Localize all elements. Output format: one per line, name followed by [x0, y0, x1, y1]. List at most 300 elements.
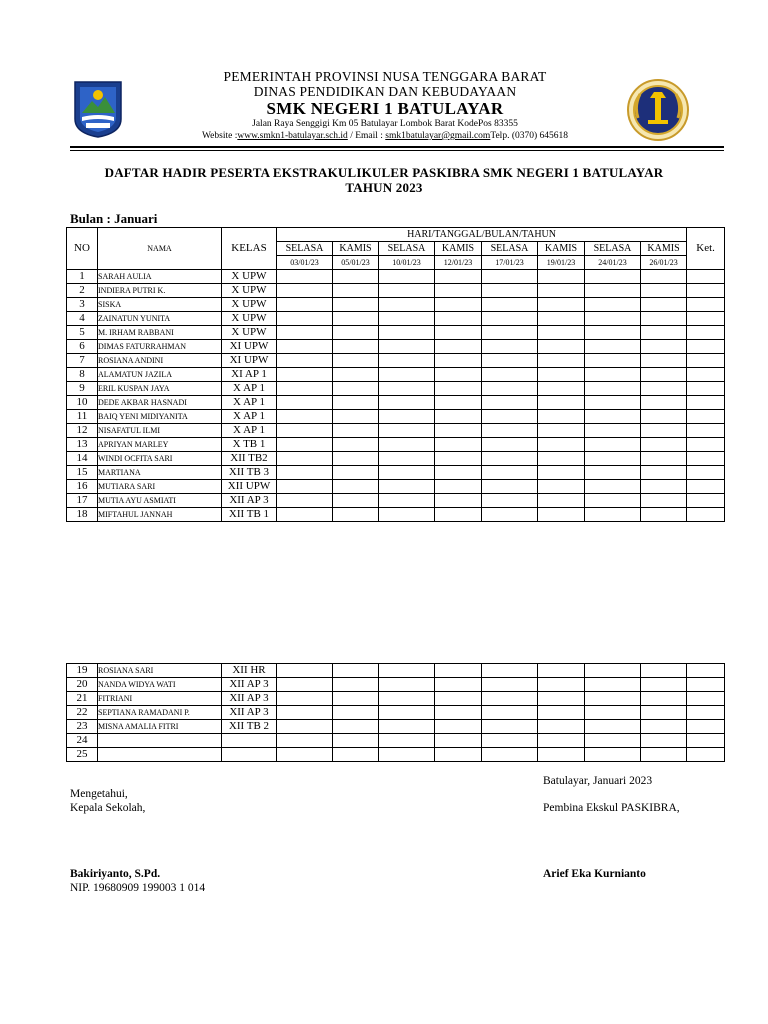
attendance-cell[interactable] — [333, 270, 379, 284]
header-department: DINAS PENDIDIKAN DAN KEBUDAYAAN — [253, 84, 517, 99]
attendance-cell[interactable] — [641, 340, 687, 354]
attendance-cell[interactable] — [435, 326, 482, 340]
attendance-cell[interactable] — [641, 438, 687, 452]
attendance-cell[interactable] — [277, 326, 333, 340]
attendance-cell[interactable] — [277, 692, 333, 706]
attendance-cell[interactable] — [435, 480, 482, 494]
attendance-cell[interactable] — [333, 396, 379, 410]
attendance-cell[interactable] — [379, 452, 435, 466]
attendance-cell[interactable] — [585, 368, 641, 382]
attendance-cell[interactable] — [379, 466, 435, 480]
day-header: SELASA — [379, 242, 435, 256]
table-row — [67, 424, 725, 438]
ket-cell[interactable] — [687, 734, 725, 748]
row-no: 22 — [67, 706, 98, 720]
attendance-cell[interactable] — [333, 298, 379, 312]
row-nama: ROSIANA ANDINI — [98, 354, 222, 368]
row-kelas: X AP 1 — [222, 396, 277, 410]
ket-cell[interactable] — [687, 664, 725, 678]
row-nama: WINDI OCFITA SARI — [98, 452, 222, 466]
attendance-cell[interactable] — [482, 494, 538, 508]
ket-cell[interactable] — [687, 298, 725, 312]
attendance-cell[interactable] — [277, 734, 333, 748]
attendance-cell[interactable] — [538, 678, 585, 692]
attendance-cell[interactable] — [379, 382, 435, 396]
ket-cell[interactable] — [687, 480, 725, 494]
attendance-cell[interactable] — [538, 508, 585, 522]
attendance-cell[interactable] — [333, 494, 379, 508]
ket-cell[interactable] — [687, 452, 725, 466]
website-link[interactable]: www.smkn1-batulayar.sch.id — [237, 131, 348, 141]
attendance-cell[interactable] — [641, 326, 687, 340]
attendance-cell[interactable] — [333, 326, 379, 340]
attendance-cell[interactable] — [277, 410, 333, 424]
document-year: TAHUN 2023 — [345, 180, 423, 195]
attendance-cell[interactable] — [641, 424, 687, 438]
attendance-cell[interactable] — [585, 720, 641, 734]
attendance-cell[interactable] — [482, 326, 538, 340]
attendance-cell[interactable] — [379, 424, 435, 438]
attendance-cell[interactable] — [333, 354, 379, 368]
attendance-cell[interactable] — [585, 354, 641, 368]
attendance-cell[interactable] — [585, 410, 641, 424]
ket-cell[interactable] — [687, 382, 725, 396]
attendance-cell[interactable] — [538, 466, 585, 480]
attendance-cell[interactable] — [641, 748, 687, 762]
attendance-cell[interactable] — [482, 466, 538, 480]
attendance-cell[interactable] — [585, 508, 641, 522]
attendance-cell[interactable] — [435, 748, 482, 762]
email-link[interactable]: smk1batulayar@gmail.com — [385, 131, 491, 141]
date-header: 10/01/23 — [379, 256, 435, 270]
attendance-cell[interactable] — [482, 298, 538, 312]
row-kelas: X UPW — [222, 326, 277, 340]
day-header: KAMIS — [538, 242, 585, 256]
row-nama: MIFTAHUL JANNAH — [98, 508, 222, 522]
attendance-cell[interactable] — [641, 284, 687, 298]
attendance-cell[interactable] — [379, 326, 435, 340]
attendance-cell[interactable] — [435, 382, 482, 396]
attendance-cell[interactable] — [641, 368, 687, 382]
attendance-cell[interactable] — [641, 734, 687, 748]
ket-cell[interactable] — [687, 678, 725, 692]
coach-name: Arief Eka Kurnianto — [543, 868, 646, 880]
attendance-cell[interactable] — [641, 396, 687, 410]
row-no: 13 — [67, 438, 98, 452]
attendance-cell[interactable] — [538, 424, 585, 438]
attendance-cell[interactable] — [333, 664, 379, 678]
principal-nip: NIP. 19680909 199003 1 014 — [70, 882, 206, 894]
attendance-cell[interactable] — [538, 326, 585, 340]
attendance-cell[interactable] — [538, 720, 585, 734]
row-kelas: X AP 1 — [222, 382, 277, 396]
attendance-cell[interactable] — [538, 706, 585, 720]
row-no: 1 — [67, 270, 98, 284]
header-divider-thick — [70, 146, 724, 148]
header-divider-thin — [70, 150, 724, 151]
attendance-cell[interactable] — [641, 298, 687, 312]
attendance-cell[interactable] — [277, 678, 333, 692]
attendance-cell[interactable] — [277, 340, 333, 354]
attendance-cell[interactable] — [641, 664, 687, 678]
attendance-cell[interactable] — [585, 678, 641, 692]
row-nama: SARAH AULIA — [98, 270, 222, 284]
row-kelas: XI AP 1 — [222, 368, 277, 382]
attendance-cell[interactable] — [379, 340, 435, 354]
attendance-cell[interactable] — [538, 284, 585, 298]
attendance-cell[interactable] — [333, 438, 379, 452]
attendance-cell[interactable] — [538, 340, 585, 354]
row-no: 10 — [67, 396, 98, 410]
attendance-cell[interactable] — [435, 678, 482, 692]
row-kelas: X TB 1 — [222, 438, 277, 452]
header-kelas: KELAS — [222, 228, 277, 270]
attendance-cell[interactable] — [379, 480, 435, 494]
attendance-cell[interactable] — [333, 368, 379, 382]
attendance-cell[interactable] — [333, 452, 379, 466]
attendance-cell[interactable] — [435, 452, 482, 466]
attendance-cell[interactable] — [641, 452, 687, 466]
attendance-cell[interactable] — [585, 382, 641, 396]
attendance-cell[interactable] — [482, 734, 538, 748]
attendance-cell[interactable] — [482, 354, 538, 368]
attendance-cell[interactable] — [435, 340, 482, 354]
attendance-cell[interactable] — [585, 748, 641, 762]
attendance-cell[interactable] — [482, 720, 538, 734]
attendance-cell[interactable] — [277, 466, 333, 480]
row-kelas: XII UPW — [222, 480, 277, 494]
attendance-cell[interactable] — [435, 438, 482, 452]
row-no: 17 — [67, 494, 98, 508]
row-kelas: XII AP 3 — [222, 678, 277, 692]
attendance-cell[interactable] — [379, 354, 435, 368]
table-row — [67, 326, 725, 340]
row-nama: MARTIANA — [98, 466, 222, 480]
phone-text: Telp. (0370) 645618 — [490, 131, 569, 141]
ket-cell[interactable] — [687, 424, 725, 438]
attendance-cell[interactable] — [482, 424, 538, 438]
attendance-cell[interactable] — [333, 382, 379, 396]
header-hari-tanggal: HARI/TANGGAL/BULAN/TAHUN — [277, 228, 687, 242]
attendance-cell[interactable] — [482, 480, 538, 494]
attendance-cell[interactable] — [538, 368, 585, 382]
attendance-cell[interactable] — [435, 354, 482, 368]
attendance-cell[interactable] — [435, 396, 482, 410]
attendance-cell[interactable] — [641, 466, 687, 480]
row-kelas: X UPW — [222, 270, 277, 284]
attendance-cell[interactable] — [277, 720, 333, 734]
attendance-table — [66, 227, 725, 522]
attendance-cell[interactable] — [333, 508, 379, 522]
attendance-cell[interactable] — [435, 368, 482, 382]
attendance-cell[interactable] — [277, 424, 333, 438]
row-nama: SEPTIANA RAMADANI P. — [98, 706, 222, 720]
table-row — [67, 298, 725, 312]
day-header: KAMIS — [641, 242, 687, 256]
attendance-cell[interactable] — [482, 312, 538, 326]
attendance-cell[interactable] — [277, 452, 333, 466]
attendance-cell[interactable] — [585, 438, 641, 452]
attendance-cell[interactable] — [379, 748, 435, 762]
attendance-cell[interactable] — [333, 748, 379, 762]
attendance-cell[interactable] — [277, 438, 333, 452]
attendance-cell[interactable] — [435, 494, 482, 508]
header-no: NO — [67, 228, 98, 270]
attendance-cell[interactable] — [435, 410, 482, 424]
attendance-cell[interactable] — [585, 480, 641, 494]
attendance-cell[interactable] — [585, 692, 641, 706]
attendance-cell[interactable] — [538, 354, 585, 368]
ket-cell[interactable] — [687, 438, 725, 452]
attendance-cell[interactable] — [277, 354, 333, 368]
school-name: SMK NEGERI 1 BATULAYAR — [266, 99, 504, 118]
ket-cell[interactable] — [687, 720, 725, 734]
attendance-cell[interactable] — [379, 692, 435, 706]
attendance-cell[interactable] — [641, 678, 687, 692]
attendance-cell[interactable] — [585, 298, 641, 312]
ket-cell[interactable] — [687, 368, 725, 382]
attendance-cell[interactable] — [538, 382, 585, 396]
row-no: 2 — [67, 284, 98, 298]
ket-cell[interactable] — [687, 508, 725, 522]
ket-cell[interactable] — [687, 396, 725, 410]
attendance-cell[interactable] — [585, 270, 641, 284]
attendance-cell[interactable] — [538, 748, 585, 762]
row-no: 24 — [67, 734, 98, 748]
attendance-cell[interactable] — [538, 664, 585, 678]
attendance-cell[interactable] — [538, 438, 585, 452]
attendance-cell[interactable] — [482, 748, 538, 762]
attendance-cell[interactable] — [585, 664, 641, 678]
row-nama — [98, 748, 222, 762]
attendance-cell[interactable] — [641, 410, 687, 424]
attendance-cell[interactable] — [641, 312, 687, 326]
attendance-cell[interactable] — [641, 480, 687, 494]
website-label: Website : — [201, 131, 238, 141]
attendance-cell[interactable] — [435, 664, 482, 678]
row-nama — [98, 734, 222, 748]
row-nama: SISKA — [98, 298, 222, 312]
attendance-cell[interactable] — [482, 678, 538, 692]
attendance-cell[interactable] — [435, 270, 482, 284]
day-header: KAMIS — [435, 242, 482, 256]
attendance-cell[interactable] — [379, 298, 435, 312]
attendance-cell[interactable] — [435, 298, 482, 312]
attendance-cell[interactable] — [277, 284, 333, 298]
attendance-cell[interactable] — [482, 692, 538, 706]
attendance-cell[interactable] — [585, 706, 641, 720]
attendance-cell[interactable] — [277, 270, 333, 284]
row-nama: DIMAS FATURRAHMAN — [98, 340, 222, 354]
attendance-cell[interactable] — [277, 748, 333, 762]
attendance-cell[interactable] — [482, 664, 538, 678]
attendance-cell[interactable] — [435, 508, 482, 522]
attendance-cell[interactable] — [435, 720, 482, 734]
place-date: Batulayar, Januari 2023 — [543, 775, 653, 787]
attendance-cell[interactable] — [585, 734, 641, 748]
attendance-cell[interactable] — [333, 410, 379, 424]
attendance-cell[interactable] — [482, 284, 538, 298]
attendance-cell[interactable] — [435, 424, 482, 438]
attendance-cell[interactable] — [277, 480, 333, 494]
attendance-cell[interactable] — [379, 284, 435, 298]
row-no: 21 — [67, 692, 98, 706]
attendance-rows-bottom — [67, 664, 725, 762]
row-kelas: XI UPW — [222, 354, 277, 368]
attendance-cell[interactable] — [333, 706, 379, 720]
attendance-cell[interactable] — [435, 284, 482, 298]
attendance-cell[interactable] — [482, 508, 538, 522]
attendance-cell[interactable] — [379, 508, 435, 522]
attendance-cell[interactable] — [641, 270, 687, 284]
ket-cell[interactable] — [687, 706, 725, 720]
school-emblem-icon — [626, 78, 690, 142]
attendance-cell[interactable] — [641, 508, 687, 522]
ket-cell[interactable] — [687, 466, 725, 480]
attendance-cell[interactable] — [538, 480, 585, 494]
attendance-cell[interactable] — [435, 466, 482, 480]
date-header: 24/01/23 — [585, 256, 641, 270]
attendance-cell[interactable] — [538, 270, 585, 284]
attendance-cell[interactable] — [585, 340, 641, 354]
attendance-cell[interactable] — [379, 270, 435, 284]
attendance-cell[interactable] — [379, 734, 435, 748]
attendance-cell[interactable] — [585, 284, 641, 298]
attendance-cell[interactable] — [277, 368, 333, 382]
table-row — [67, 340, 725, 354]
attendance-cell[interactable] — [585, 466, 641, 480]
attendance-cell[interactable] — [538, 312, 585, 326]
attendance-cell[interactable] — [585, 326, 641, 340]
attendance-cell[interactable] — [379, 312, 435, 326]
attendance-cell[interactable] — [482, 452, 538, 466]
ket-cell[interactable] — [687, 270, 725, 284]
attendance-cell[interactable] — [435, 734, 482, 748]
attendance-cell[interactable] — [641, 494, 687, 508]
row-nama: ZAINATUN YUNITA — [98, 312, 222, 326]
attendance-cell[interactable] — [538, 452, 585, 466]
attendance-cell[interactable] — [333, 692, 379, 706]
attendance-cell[interactable] — [333, 734, 379, 748]
attendance-cell[interactable] — [585, 452, 641, 466]
attendance-cell[interactable] — [333, 678, 379, 692]
table-row — [67, 508, 725, 522]
row-no: 8 — [67, 368, 98, 382]
coach-title: Pembina Ekskul PASKIBRA, — [543, 802, 680, 814]
row-no: 9 — [67, 382, 98, 396]
attendance-cell[interactable] — [333, 466, 379, 480]
attendance-cell[interactable] — [379, 678, 435, 692]
attendance-cell[interactable] — [641, 720, 687, 734]
attendance-cell[interactable] — [333, 284, 379, 298]
ket-cell[interactable] — [687, 748, 725, 762]
attendance-cell[interactable] — [585, 396, 641, 410]
attendance-cell[interactable] — [277, 312, 333, 326]
attendance-cell[interactable] — [379, 410, 435, 424]
attendance-cell[interactable] — [379, 368, 435, 382]
row-nama: ALAMATUN JAZILA — [98, 368, 222, 382]
attendance-cell[interactable] — [641, 382, 687, 396]
attendance-cell[interactable] — [277, 494, 333, 508]
row-kelas: X AP 1 — [222, 424, 277, 438]
ket-cell[interactable] — [687, 326, 725, 340]
ket-cell[interactable] — [687, 410, 725, 424]
attendance-cell[interactable] — [482, 270, 538, 284]
attendance-cell[interactable] — [538, 494, 585, 508]
attendance-cell[interactable] — [482, 396, 538, 410]
attendance-cell[interactable] — [277, 298, 333, 312]
attendance-cell[interactable] — [538, 692, 585, 706]
attendance-cell[interactable] — [482, 410, 538, 424]
row-kelas: XII AP 3 — [222, 692, 277, 706]
attendance-cell[interactable] — [482, 438, 538, 452]
table-row — [67, 354, 725, 368]
attendance-cell[interactable] — [435, 706, 482, 720]
attendance-cell[interactable] — [379, 720, 435, 734]
attendance-cell[interactable] — [277, 396, 333, 410]
row-no: 23 — [67, 720, 98, 734]
attendance-cell[interactable] — [277, 706, 333, 720]
attendance-cell[interactable] — [641, 706, 687, 720]
attendance-cell[interactable] — [585, 312, 641, 326]
ket-cell[interactable] — [687, 340, 725, 354]
ket-cell[interactable] — [687, 312, 725, 326]
attendance-cell[interactable] — [333, 480, 379, 494]
row-no: 25 — [67, 748, 98, 762]
attendance-cell[interactable] — [333, 720, 379, 734]
attendance-cell[interactable] — [379, 494, 435, 508]
row-nama: ROSIANA SARI — [98, 664, 222, 678]
attendance-cell[interactable] — [538, 410, 585, 424]
attendance-cell[interactable] — [379, 396, 435, 410]
row-nama: NANDA WIDYA WATI — [98, 678, 222, 692]
attendance-cell[interactable] — [482, 706, 538, 720]
table-row — [67, 734, 725, 748]
attendance-cell[interactable] — [333, 424, 379, 438]
attendance-cell[interactable] — [482, 340, 538, 354]
attendance-cell[interactable] — [482, 368, 538, 382]
attendance-cell[interactable] — [435, 692, 482, 706]
attendance-cell[interactable] — [277, 664, 333, 678]
attendance-cell[interactable] — [379, 438, 435, 452]
attendance-cell[interactable] — [538, 298, 585, 312]
table-row — [67, 284, 725, 298]
attendance-cell[interactable] — [538, 396, 585, 410]
header-ket: Ket. — [687, 228, 725, 270]
attendance-cell[interactable] — [482, 382, 538, 396]
attendance-cell[interactable] — [379, 664, 435, 678]
attendance-cell[interactable] — [333, 340, 379, 354]
table-row — [67, 748, 725, 762]
ket-cell[interactable] — [687, 354, 725, 368]
attendance-cell[interactable] — [277, 382, 333, 396]
attendance-cell[interactable] — [538, 734, 585, 748]
attendance-cell[interactable] — [585, 424, 641, 438]
attendance-cell[interactable] — [379, 706, 435, 720]
ket-cell[interactable] — [687, 284, 725, 298]
attendance-cell[interactable] — [585, 494, 641, 508]
attendance-cell[interactable] — [435, 312, 482, 326]
table-row — [67, 720, 725, 734]
ket-cell[interactable] — [687, 494, 725, 508]
attendance-cell[interactable] — [277, 508, 333, 522]
attendance-cell[interactable] — [641, 354, 687, 368]
attendance-cell[interactable] — [333, 312, 379, 326]
date-header: 05/01/23 — [333, 256, 379, 270]
row-kelas: X UPW — [222, 298, 277, 312]
ket-cell[interactable] — [687, 692, 725, 706]
attendance-cell[interactable] — [641, 692, 687, 706]
